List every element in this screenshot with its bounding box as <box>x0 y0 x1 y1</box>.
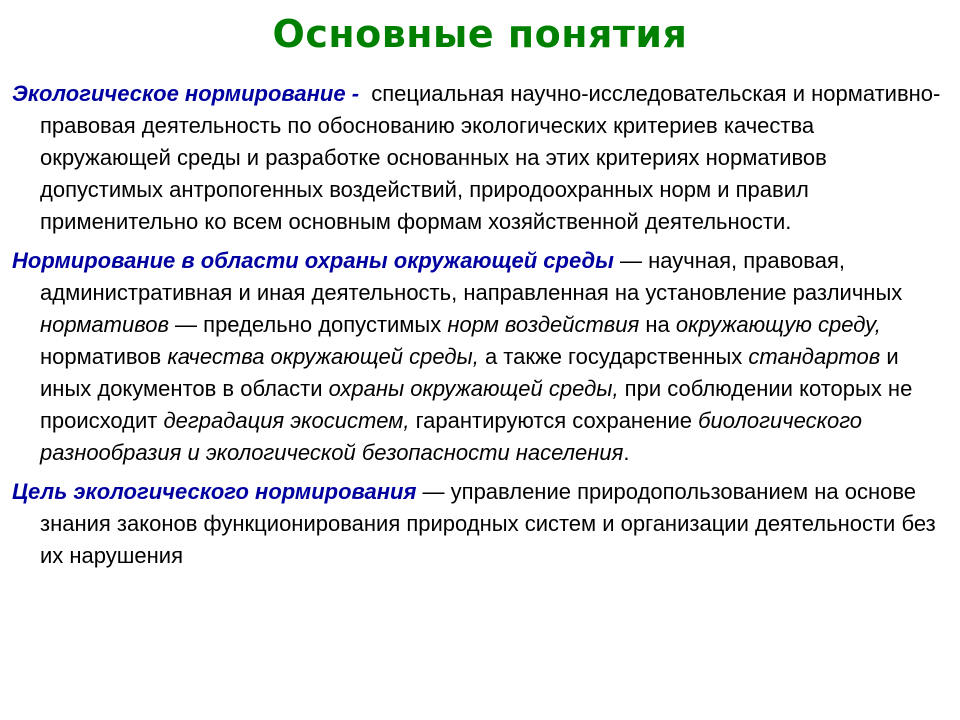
definition-text: — управление природопользованием на основе знания законов функционирования природных систем и организации деятельности без их нарушения <box>40 479 936 568</box>
definition-text: при соблюдении которых не происходит <box>40 376 913 433</box>
definition-text: а также государственных <box>478 344 749 369</box>
definition-text: на <box>639 312 676 337</box>
term-regulation-goal: Цель экологического нормирования <box>12 479 417 504</box>
italic-phrase: охраны окружающей среды, <box>328 376 619 401</box>
italic-phrase: качества окружающей среды, <box>167 344 479 369</box>
definition-ecological-regulation <box>12 78 948 238</box>
italic-phrase: деградация экосистем, <box>163 408 410 433</box>
slide-body <box>12 78 948 579</box>
italic-phrase: норм воздействия <box>447 312 640 337</box>
definition-environmental-regulation <box>12 245 948 469</box>
slide-title: Основные понятия <box>272 12 688 56</box>
definition-text: — научная, правовая, административная и иная деятельность, направленная на установление различных <box>40 248 903 305</box>
term-environmental-regulation: Нормирование в области охраны окружающей среды <box>12 248 614 273</box>
definition-text: нормативов <box>40 344 168 369</box>
definition-text: гарантируются сохранение <box>409 408 699 433</box>
definition-regulation-goal <box>12 476 948 572</box>
definition-text: — предельно допустимых <box>168 312 448 337</box>
term-ecological-regulation: Экологическое нормирование - <box>12 81 360 106</box>
definition-text: специальная научно-исследовательская и нормативно-правовая деятельность по обоснованию экологических критериев качества окружающей среды и разработке основанных на этих критериях нормативов допустимых антропогенных воздействий, природоохранных норм и правил применительно ко всем основным формам хозяйственной деятельности. <box>40 81 941 234</box>
italic-phrase: нормативов <box>40 312 169 337</box>
italic-phrase: биологического разнообразия и экологической безопасности населения <box>40 408 863 465</box>
definition-text: и иных документов в области <box>40 344 899 401</box>
italic-phrase: окружающую среду, <box>675 312 881 337</box>
italic-phrase: стандартов <box>748 344 881 369</box>
definition-text: . <box>623 440 630 465</box>
